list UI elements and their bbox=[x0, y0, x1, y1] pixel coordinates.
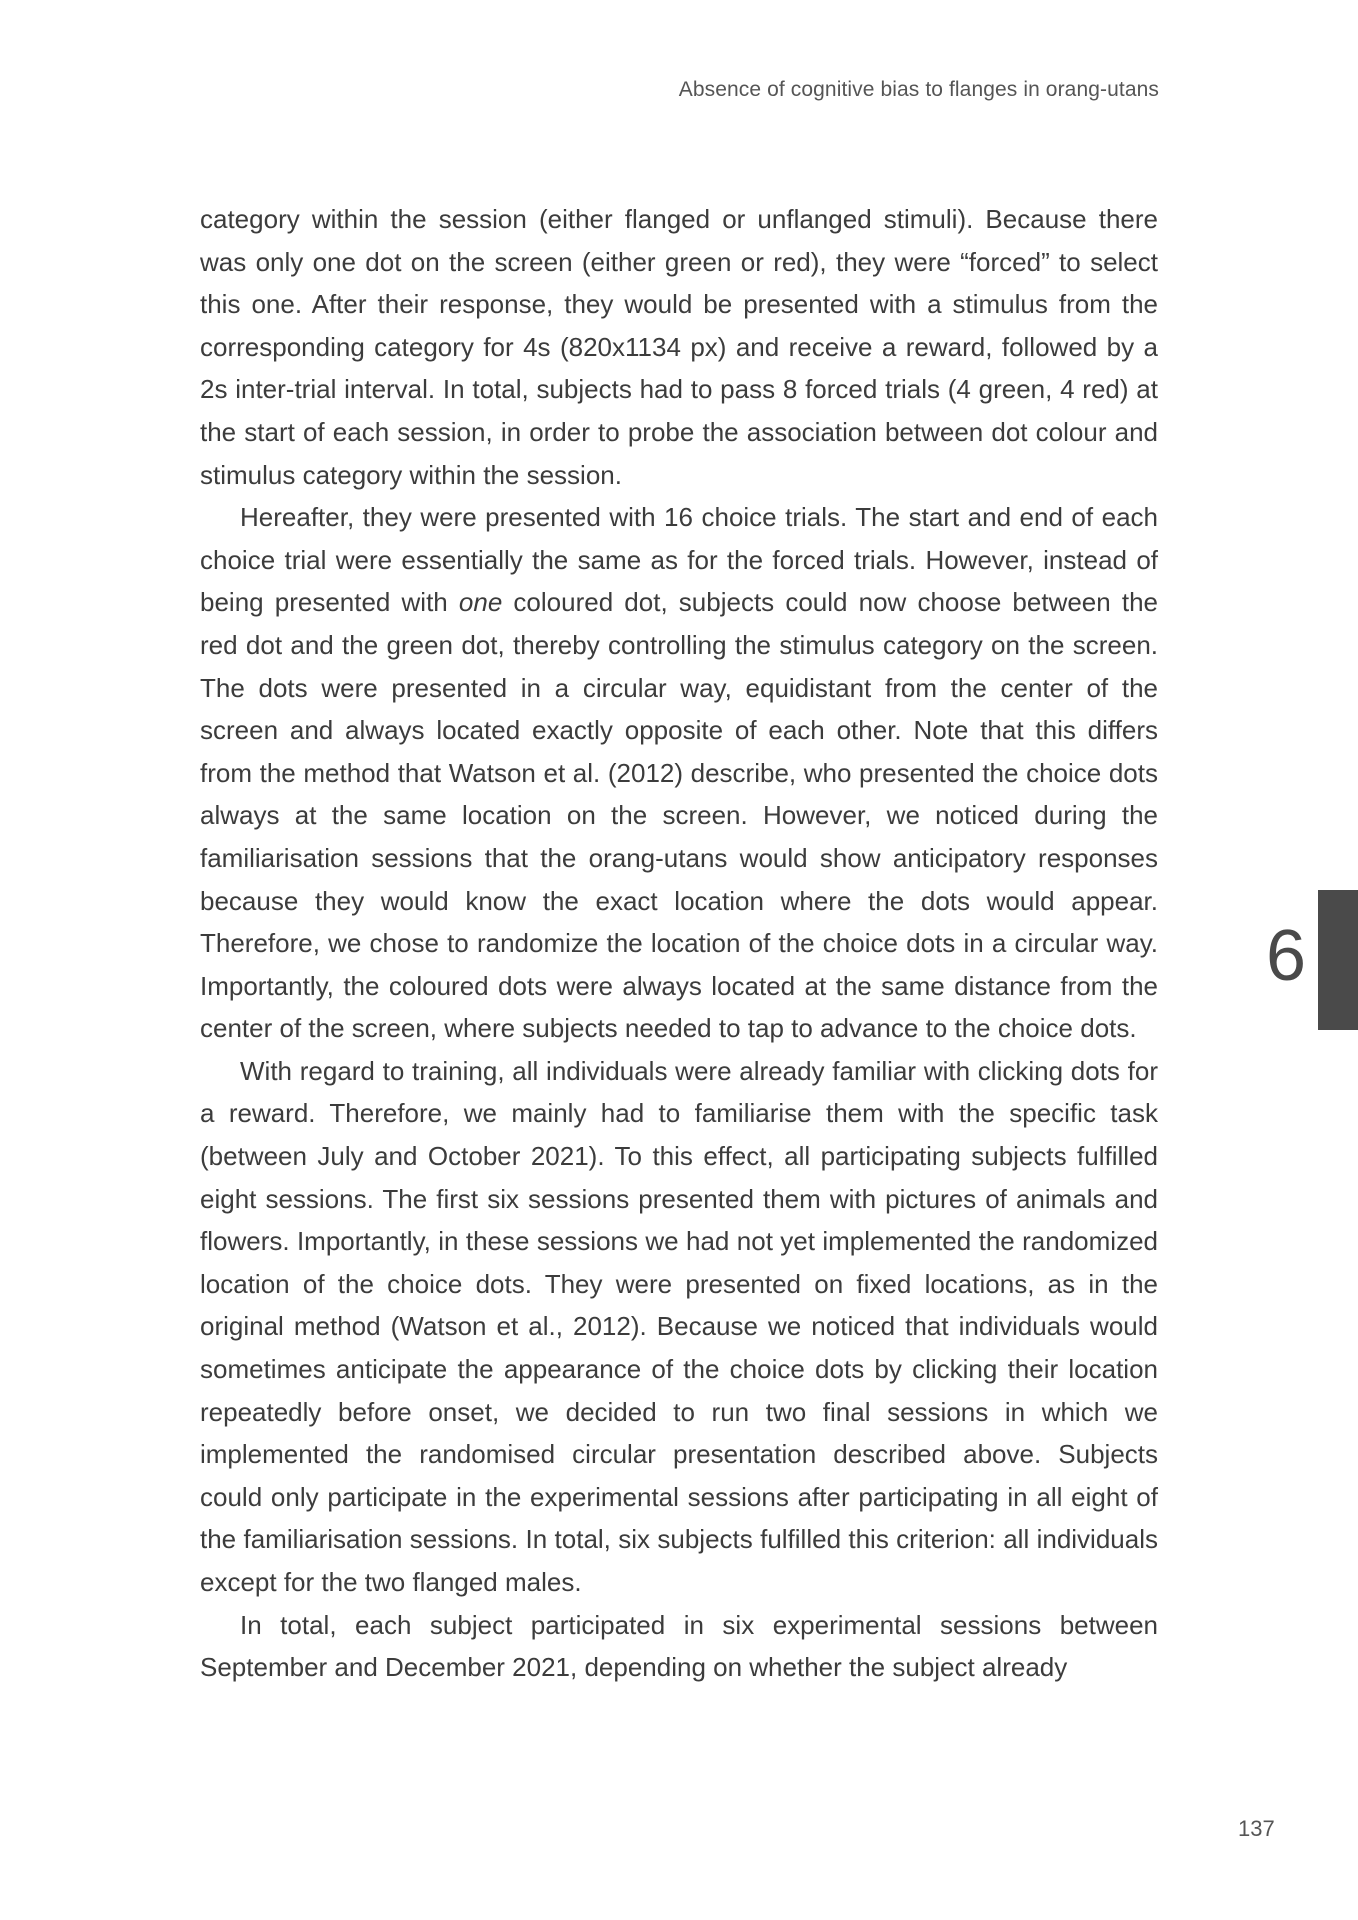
paragraph-2-part-2: coloured dot, subjects could now choose between the red dot and the green dot, thereby controlling the stimulus category on the screen. The dots were presented in a circular way, equidistant from the center of the screen and always located exactly opposite of each other. Note that this differs from the method that Watson et al. (2012) describe, who presented the choice dots always at the same location on the screen. However, we noticed during the familiarisation sessions that the orang-utans would show anticipatory responses because they would know the exact location where the dots would appear. Therefore, we chose to randomize the location of the choice dots in a circular way. Importantly, the coloured dots were always located at the same distance from the center of the screen, where subjects needed to tap to advance to the choice dots. bbox=[200, 587, 1158, 1044]
page-number: 137 bbox=[1238, 1816, 1275, 1841]
paragraph-2 bbox=[200, 496, 1158, 1050]
paragraph-2-emphasis: one bbox=[458, 587, 503, 618]
paragraph-2-part-1: Hereafter, they were presented with 16 choice trials. The start and end of each choice trial were essentially the same as for the forced trials. However, instead of being presented with bbox=[200, 502, 1158, 618]
chapter-tab bbox=[1318, 890, 1358, 1030]
paragraph-3: With regard to training, all individuals were already familiar with clicking dots for a reward. Therefore, we mainly had to familiarise them with the specific task (between July and October 2021). To this effect, all participating subjects fulfilled eight sessions. The first six sessions presented them with pictures of animals and flowers. Importantly, in these sessions we had not yet implemented the randomized location of the choice dots. They were presented on fixed locations, as in the original method (Watson et al., 2012). Because we noticed that individuals would sometimes anticipate the appearance of the choice dots by clicking their location repeatedly before onset, we decided to run two final sessions in which we implemented the randomised circular presentation described above. Subjects could only participate in the experimental sessions after participating in all eight of the familiarisation sessions. In total, six subjects fulfilled this criterion: all individuals except for the two flanged males. bbox=[200, 1055, 1158, 1597]
running-header: Absence of cognitive bias to flanges in orang-utans bbox=[678, 78, 1159, 101]
paragraph-1: category within the session (either flanged or unflanged stimuli). Because there was only one dot on the screen (either green or red), they were “forced” to select this one. After their response, they would be presented with a stimulus from the corresponding category for 4s (820x1134 px) and receive a reward, followed by a 2s inter-trial interval. In total, subjects had to pass 8 forced trials (4 green, 4 red) at the start of each session, in order to probe the association between dot colour and stimulus category within the session. bbox=[200, 204, 1158, 490]
chapter-number: 6 bbox=[1266, 916, 1307, 996]
paragraph-4: In total, each subject participated in six experimental sessions between September and December 2021, depending on whether the subject already bbox=[200, 1609, 1158, 1683]
body-text bbox=[200, 198, 1158, 1689]
